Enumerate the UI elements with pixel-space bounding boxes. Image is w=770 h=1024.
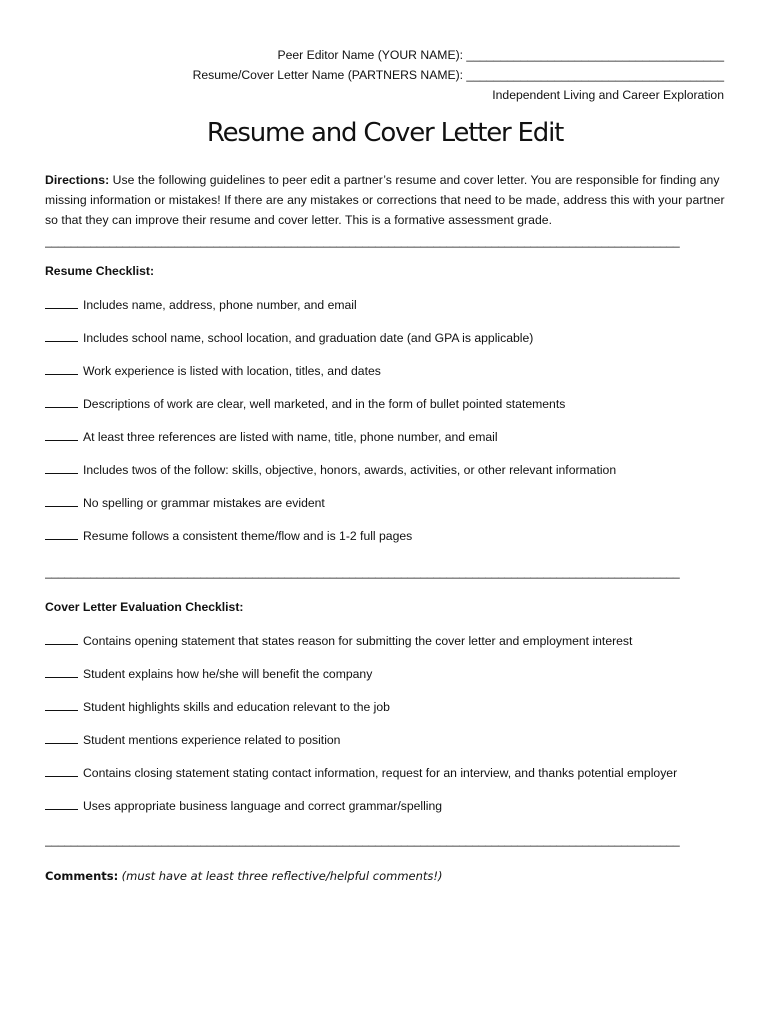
checkbox-blank[interactable]	[45, 363, 78, 375]
resume-check-item	[45, 363, 381, 378]
checkbox-blank[interactable]	[45, 528, 78, 540]
checkbox-blank[interactable]	[45, 666, 78, 678]
cover-letter-check-item	[45, 732, 340, 747]
resume-checklist-heading: Resume Checklist:	[45, 264, 155, 278]
checkbox-blank[interactable]	[45, 330, 78, 342]
checkbox-blank[interactable]	[45, 699, 78, 711]
check-item-text: Contains opening statement that states reason for submitting the cover letter and employment interest	[83, 634, 633, 648]
check-item-text: Includes name, address, phone number, and email	[83, 298, 357, 312]
check-item-text: Work experience is listed with location, titles, and dates	[83, 364, 381, 378]
check-item-text: Uses appropriate business language and correct grammar/spelling	[83, 799, 443, 813]
checkbox-blank[interactable]	[45, 462, 78, 474]
divider-line: __________________________________________________________________________________________________	[45, 565, 680, 579]
resume-check-item	[45, 429, 498, 444]
checkbox-blank[interactable]	[45, 429, 78, 441]
check-item-text: Student highlights skills and education relevant to the job	[83, 700, 390, 714]
divider-line: __________________________________________________________________________________________________	[45, 833, 680, 847]
resume-check-item	[45, 297, 357, 312]
divider-line: __________________________________________________________________________________________________	[45, 234, 680, 248]
check-item-text: No spelling or grammar mistakes are evident	[83, 496, 325, 510]
checkbox-blank[interactable]	[45, 297, 78, 309]
checkbox-blank[interactable]	[45, 798, 78, 810]
cover-letter-check-item	[45, 798, 442, 813]
checkbox-blank[interactable]	[45, 633, 78, 645]
resume-check-item	[45, 330, 533, 345]
comments-label: Comments:	[45, 869, 119, 883]
resume-check-item	[45, 462, 616, 477]
checkbox-blank[interactable]	[45, 732, 78, 744]
check-item-text: Student mentions experience related to position	[83, 733, 341, 747]
checkbox-blank[interactable]	[45, 396, 78, 408]
cover-letter-check-item	[45, 765, 677, 780]
check-item-text: Includes twos of the follow: skills, objective, honors, awards, activities, or other relevant information	[83, 463, 617, 477]
peer-editor-name-line: Peer Editor Name (YOUR NAME): ______________________________________	[277, 48, 724, 62]
check-item-text: Student explains how he/she will benefit the company	[83, 667, 373, 681]
directions-text: Use the following guidelines to peer edit a partner’s resume and cover letter. You are responsible for finding any missing information or mistakes! If there are any mistakes or corrections that need to be made, address this with your partner so that they can improve their resume and cover letter. This is a formative assessment grade.	[45, 173, 725, 227]
partner-name-line: Resume/Cover Letter Name (PARTNERS NAME): ______________________________________	[192, 68, 724, 82]
resume-check-item	[45, 528, 412, 543]
cover-letter-check-item	[45, 699, 390, 714]
cover-letter-checklist-heading: Cover Letter Evaluation Checklist:	[45, 600, 244, 614]
resume-check-item	[45, 396, 565, 411]
cover-letter-check-item	[45, 666, 372, 681]
cover-letter-check-item	[45, 633, 632, 648]
directions-label: Directions:	[45, 173, 110, 187]
check-item-text: Resume follows a consistent theme/flow and is 1-2 full pages	[83, 529, 413, 543]
check-item-text: Includes school name, school location, and graduation date (and GPA is applicable)	[83, 331, 534, 345]
page-title: Resume and Cover Letter Edit	[206, 118, 564, 148]
check-item-text: At least three references are listed with name, title, phone number, and email	[83, 430, 498, 444]
course-name: Independent Living and Career Exploration	[492, 88, 724, 102]
checkbox-blank[interactable]	[45, 765, 78, 777]
comments-note: (must have at least three reflective/helpful comments!)	[121, 869, 443, 883]
resume-check-item	[45, 495, 325, 510]
check-item-text: Descriptions of work are clear, well marketed, and in the form of bullet pointed statements	[83, 397, 566, 411]
check-item-text: Contains closing statement stating contact information, request for an interview, and thanks potential employer	[83, 766, 678, 780]
directions-paragraph	[45, 170, 725, 230]
header-block	[193, 45, 724, 105]
checkbox-blank[interactable]	[45, 495, 78, 507]
comments-section	[45, 869, 443, 883]
